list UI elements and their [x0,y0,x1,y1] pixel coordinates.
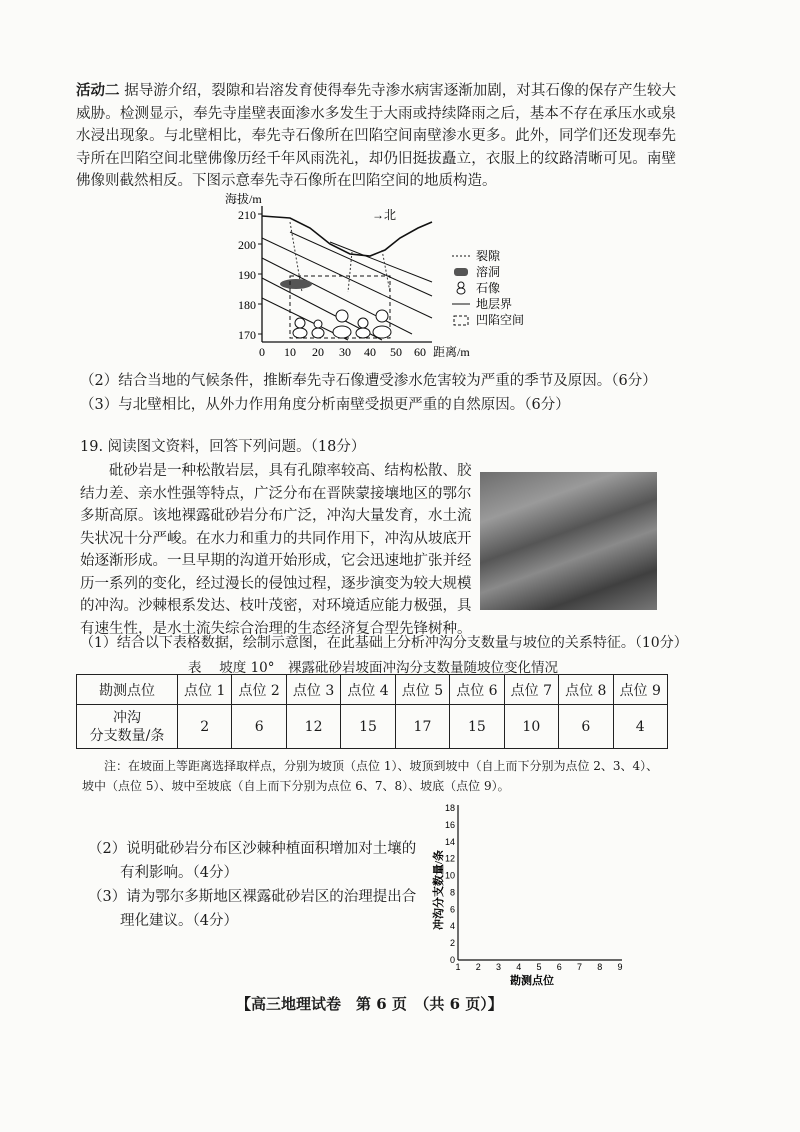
north-arrow: →北 [372,208,397,222]
blank-chart-x-tick: 4 [516,962,522,972]
activity2-text: 据导游介绍，裂隙和岩溶发育使得奉先寺渗水病害逐渐加剧，对其石像的保存产生较大威胁。检测显示，奉先寺崖壁表面渗水多发生于大雨或持续降雨之后，基本不存在承压水或泉水浸出现象。与北壁相比，奉先寺石像所在凹陷空间南壁渗水更多。此外，同学们还发现奉先寺所在凹陷空间北壁佛像历经千年风雨洗礼，却仍旧挺拔矗立，衣服上的纹路清晰可见。南壁佛像则截然相反。下图示意奉先寺石像所在凹陷空间的地质构造。 [76,83,677,189]
legend-fissure: 裂隙 [476,249,501,263]
table-head-point: 点位 5 [395,675,449,705]
legend-stratum: 地层界 [476,297,513,311]
blank-chart-x-tick: 9 [617,962,623,972]
blank-chart-y-tick: 0 [449,955,455,965]
table-head-point: 点位 2 [232,675,286,705]
geo-x-tick: 10 [284,345,296,359]
blank-answer-chart [428,800,638,996]
q19-sub3-line2: 理化建议。（4分） [120,913,238,929]
row-label-line: 冲沟 [113,709,141,726]
blank-chart-y-tick: 16 [444,819,455,830]
q19-title: 19. 阅读图文资料，回答下列问题。（18分） [80,439,366,455]
geo-x-tick: 50 [390,345,402,359]
table-note-2: 坡中（点位 5）、坡中至坡底（自上而下分别为点位 6、7、8）、坡底（点位 9）。 [82,779,510,793]
geo-y-tick: 200 [238,238,256,252]
table-head-point: 点位 8 [559,675,613,705]
table-cell: 4 [613,705,668,749]
blank-chart-x-tick: 8 [597,962,603,972]
q19-sub2-line2: 有利影响。（4分） [120,865,238,881]
passage-line: 历一系列的变化，经过漫长的侵蚀过程，逐步演变为较大规模 [80,575,472,592]
geo-x-tick: 0 [259,345,265,359]
q19-sub1: （1）结合以下表格数据，绘制示意图，在此基础上分析冲沟分支数量与坡位的关系特征。（10分） [80,635,688,651]
blank-chart-x-tick: 6 [556,962,562,972]
blank-chart-x-tick: 1 [455,962,461,972]
legend-statue: 石像 [476,281,501,295]
legend-depression: 凹陷空间 [476,313,525,327]
table-head-point: 点位 3 [286,675,340,705]
geo-y-tick: 190 [238,268,256,282]
geo-x-tick: 40 [364,345,376,359]
geo-y-tick: 180 [238,298,256,312]
passage-line: 结力差、亲水性强等特点，广泛分布在晋陕蒙接壤地区的鄂尔 [80,485,472,502]
table-cell: 2 [178,705,232,749]
table-cell: 17 [395,705,449,749]
blank-chart-x-tick: 7 [576,962,583,972]
blank-chart-y-tick: 8 [449,887,455,898]
blank-chart-x-tick: 5 [536,962,542,972]
passage-line: 砒砂岩是一种松散岩层，具有孔隙率较高、结构松散、胶 [109,463,472,479]
geo-x-tick: 20 [312,345,324,359]
karst-cave [280,279,312,289]
activity-q3: （3）与北壁相比，从外力作用角度分析南壁受损更严重的自然原因。（6分） [80,397,570,413]
table-head-point: 点位 4 [341,675,395,705]
passage-line: 有速生性，是水土流失综合治理的生态经济复合型先锋树种。 [80,620,472,637]
q19-sub3-line1: （3）请为鄂尔多斯地区裸露砒砂岩区的治理提出合 [88,889,417,905]
blank-chart-x-label: 勘测点位 [510,975,554,987]
table-head-label: 勘测点位 [77,675,178,705]
blank-chart-x-tick: 3 [495,962,502,972]
table-head-point: 点位 1 [178,675,232,705]
geology-figure [220,192,540,364]
geo-y-tick: 210 [238,208,256,222]
table-cell: 6 [232,705,286,749]
passage-line: 始逐渐形成。一旦早期的沟道开始形成，它会迅速地扩张并经 [80,553,472,569]
table-cell: 10 [504,705,558,749]
geo-x-tick: 30 [339,345,351,359]
blank-chart-y-tick: 6 [449,904,455,915]
blank-chart-y-tick: 2 [449,938,455,949]
page-footer: 【高三地理试卷 第 6 页 （共 6 页）】 [236,995,503,1013]
table-head-point: 点位 6 [450,675,504,705]
table-row-label [77,705,178,749]
table-cell: 12 [286,705,340,749]
gully-photo [480,472,657,610]
table-head-point: 点位 7 [504,675,558,705]
table-head-point: 点位 9 [613,675,668,705]
activity2-paragraph [76,80,676,193]
statues [293,310,391,338]
geo-y-tick: 170 [238,328,256,342]
legend-cave: 溶洞 [476,265,501,279]
table-note-1: 注：在坡面上等距离选择取样点，分别为坡顶（点位 1）、坡顶到坡中（自上而下分别为点位 2、3、4）、 [104,759,659,773]
blank-chart-y-tick: 14 [444,836,455,847]
blank-chart-x-tick: 2 [475,962,481,972]
geo-x-tick: 60 [414,345,426,359]
geo-y-title: 海拔/m [225,192,262,206]
passage-line: 的冲沟。沙棘根系发达、枝叶茂密，对环境适应能力极强，具 [80,598,472,614]
activity-q2: （2）结合当地的气候条件，推断奉先寺石像遭受渗水危害较为严重的季节及原因。（6分） [80,373,657,389]
q19-sub2-line1: （2）说明砒砂岩分布区沙棘种植面积增加对土壤的 [88,841,417,857]
blank-chart-y-tick: 12 [444,853,455,864]
table-cell: 6 [559,705,613,749]
activity2-label: 活动二 [76,82,120,99]
blank-chart-y-tick: 10 [444,870,455,881]
geo-x-title: 距离/m [433,345,470,359]
table-cell: 15 [341,705,395,749]
table-cell: 15 [450,705,504,749]
table-row [77,705,668,749]
gully-table [76,674,668,749]
blank-chart-y-tick: 4 [449,921,455,932]
table-header-row [77,675,668,705]
q19-passage [80,460,475,640]
row-label-line: 分支数量/条 [89,727,165,744]
passage-line: 失状况十分严峻。在水力和重力的共同作用下，冲沟从坡底开 [80,530,472,547]
blank-chart-y-label: 冲沟分支数量/条 [433,849,445,930]
table-caption: 表 坡度 10° 裸露砒砂岩坡面冲沟分支数量随坡位变化情况 [188,660,559,676]
blank-chart-y-tick: 18 [444,803,455,813]
passage-line: 多斯高原。该地裸露砒砂岩分布广泛，冲沟大量发育，水土流 [80,508,472,524]
